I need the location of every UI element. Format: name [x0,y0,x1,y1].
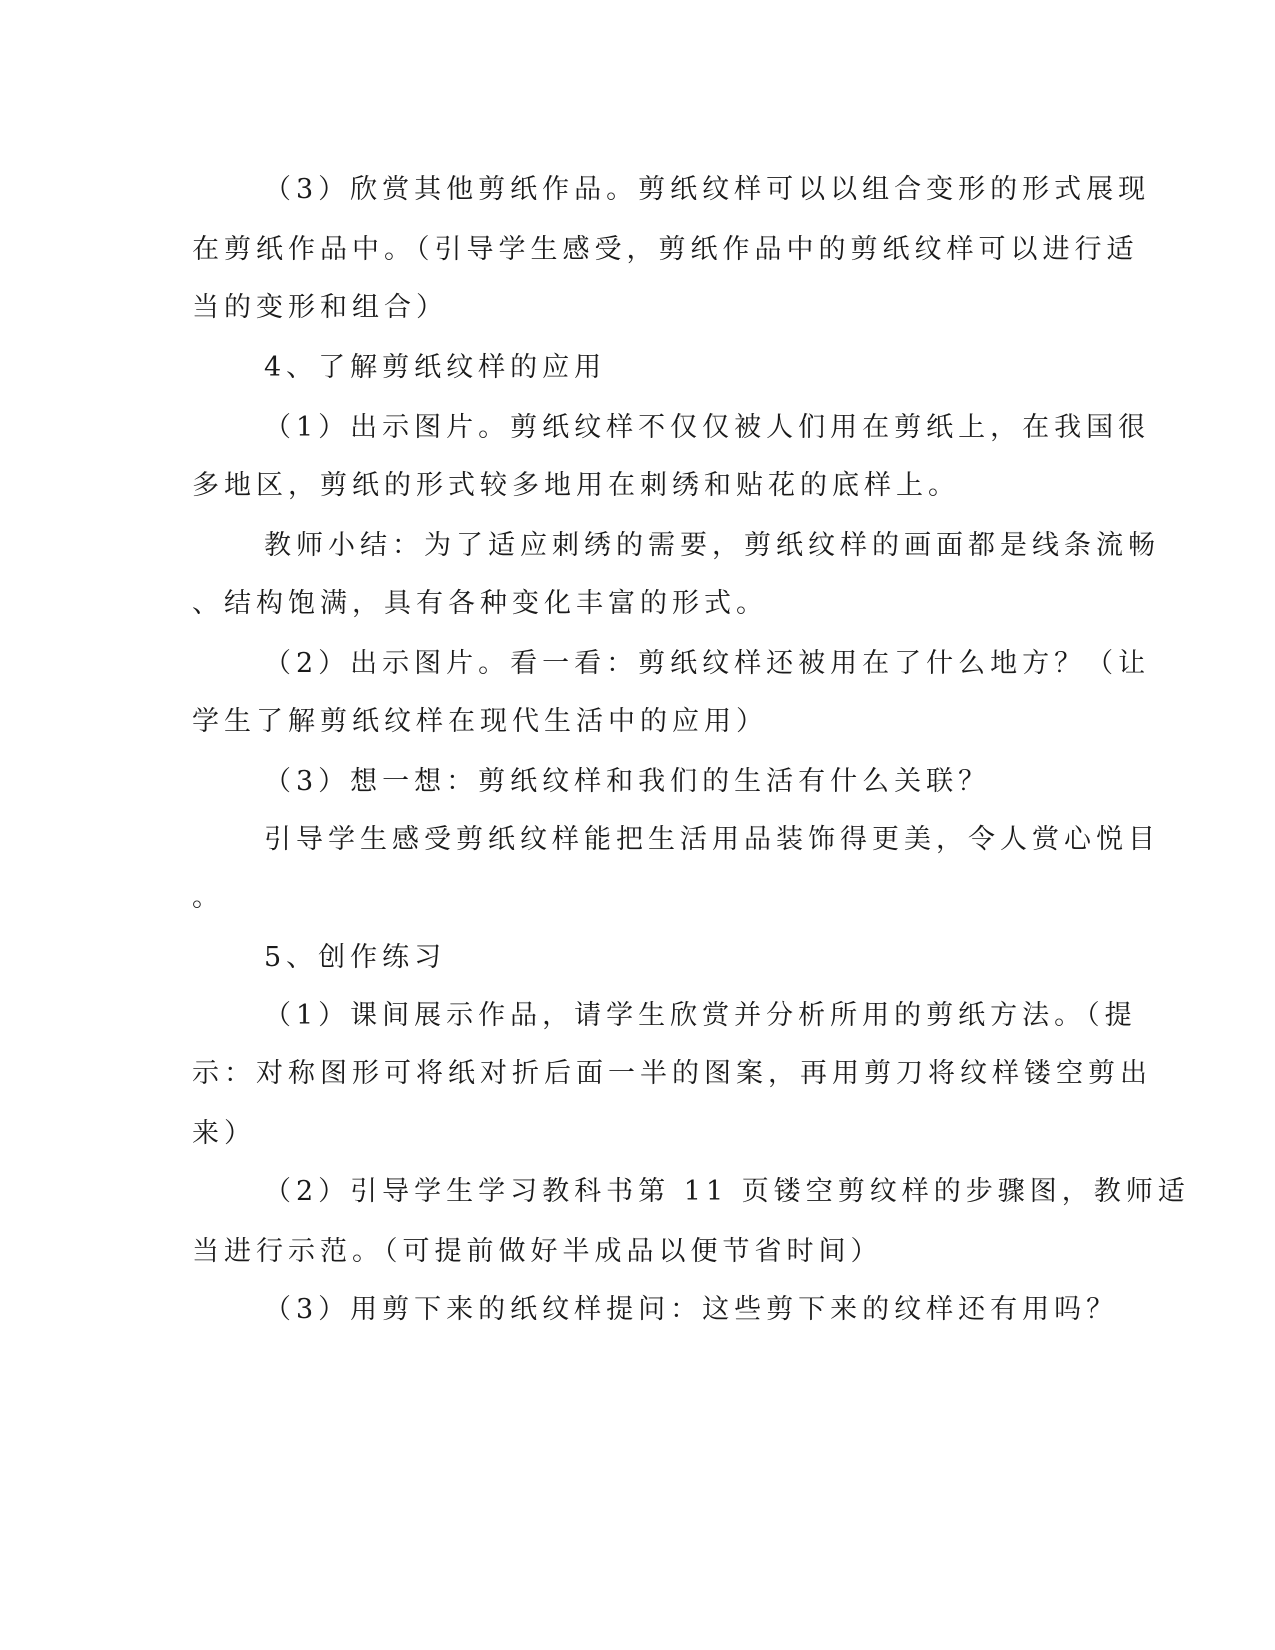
paragraph-line: 、结构饱满，具有各种变化丰富的形式。 [192,588,768,619]
paragraph-line: 来） [192,1118,256,1149]
paragraph-line: （1）出示图片。剪纸纹样不仅仅被人们用在剪纸上，在我国很 [264,412,1151,443]
paragraph-line: 学生了解剪纸纹样在现代生活中的应用） [192,706,768,737]
paragraph-line: 当进行示范。（可提前做好半成品以便节省时间） [192,1236,883,1267]
paragraph-line: 在剪纸作品中。（引导学生感受，剪纸作品中的剪纸纹样可以进行适 [192,234,1139,265]
paragraph-line: 引导学生感受剪纸纹样能把生活用品装饰得更美，令人赏心悦目 [264,824,1160,855]
paragraph-line: 多地区，剪纸的形式较多地用在刺绣和贴花的底样上。 [192,470,960,501]
paragraph-line: 示：对称图形可将纸对折后面一半的图案，再用剪刀将纹样镂空剪出 [192,1058,1152,1089]
paragraph-line: （3）欣赏其他剪纸作品。剪纸纹样可以以组合变形的形式展现 [264,174,1151,205]
paragraph-line: 当的变形和组合） [192,292,448,323]
paragraph-line: （2）引导学生学习教科书第 11 页镂空剪纹样的步骤图，教师适 [264,1176,1190,1207]
paragraph-line: （1）课间展示作品，请学生欣赏并分析所用的剪纸方法。（提 [264,1000,1137,1031]
paragraph-line: （2）出示图片。看一看：剪纸纹样还被用在了什么地方？（让 [264,648,1151,679]
paragraph-line: （3）想一想：剪纸纹样和我们的生活有什么关联？ [264,766,991,797]
paragraph-line: 教师小结：为了适应刺绣的需要，剪纸纹样的画面都是线条流畅 [264,530,1160,561]
paragraph-line: （3）用剪下来的纸纹样提问：这些剪下来的纹样还有用吗？ [264,1294,1119,1325]
paragraph-line: 。 [192,882,224,913]
section-heading: 5、创作练习 [264,942,447,973]
section-heading: 4、了解剪纸纹样的应用 [264,352,607,383]
